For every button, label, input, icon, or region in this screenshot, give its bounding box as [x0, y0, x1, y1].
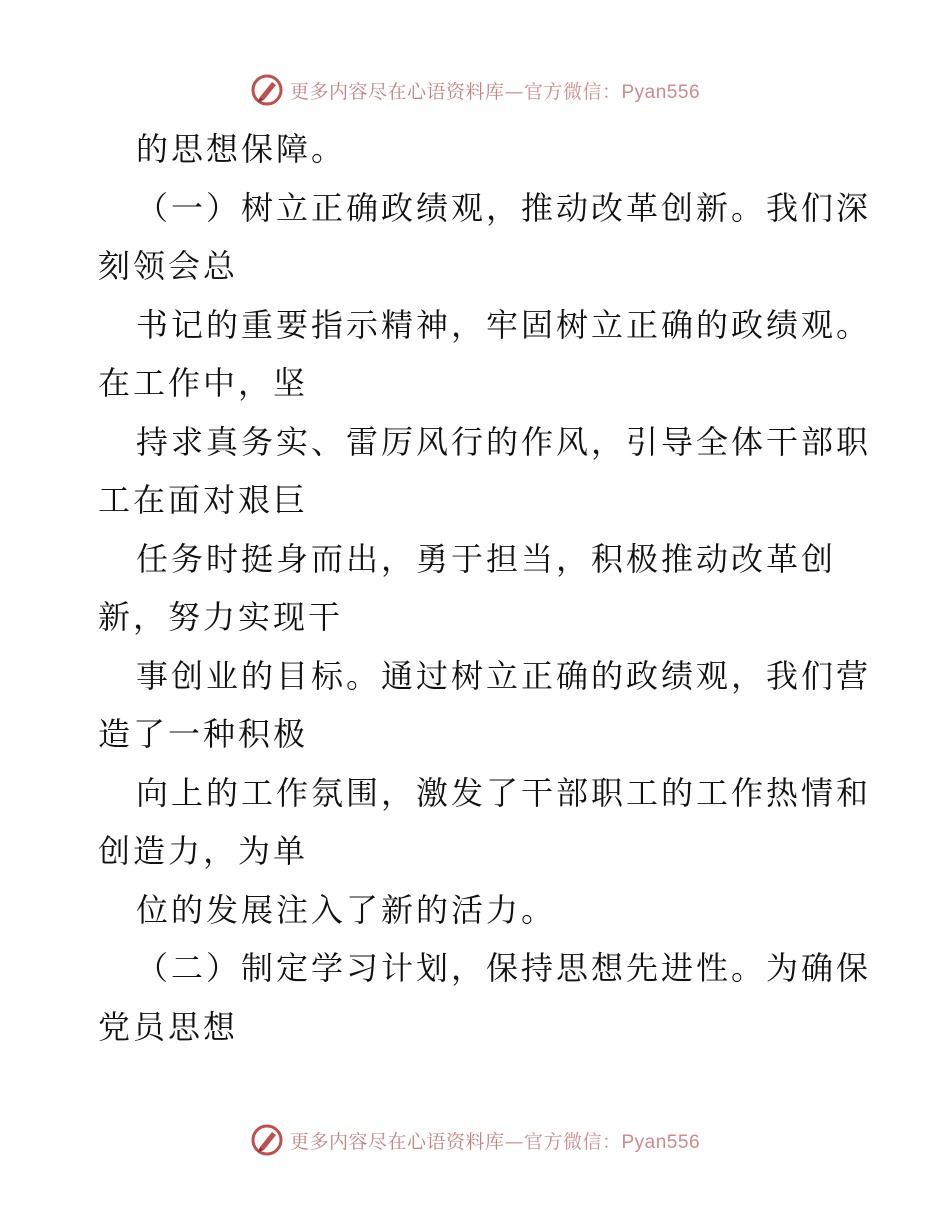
document-line: 位的发展注入了新的活力。 [136, 890, 557, 929]
footer-watermark [0, 1120, 950, 1160]
document-line: 造了一种积极 [98, 715, 309, 753]
document-line: 刻领会总 [98, 247, 239, 285]
watermark-text [290, 1127, 700, 1154]
document-line: （二）制定学习计划，保持思想先进性。为确保 [136, 949, 872, 987]
watermark-wechat-id: Pyan556 [621, 81, 701, 103]
document-line: 党员思想 [98, 1007, 239, 1046]
document-line: 新，努力实现干 [98, 598, 344, 636]
document-line: 工在面对艰巨 [98, 481, 309, 519]
document-line: 向上的工作氛围，激发了干部职工的工作热情和 [136, 773, 872, 812]
document-line: 的思想保障。 [136, 130, 347, 168]
document-line: 创造力，为单 [98, 832, 309, 870]
watermark-contact: 官方微信： [523, 1130, 622, 1153]
watermark-separator: — [504, 1130, 524, 1153]
watermark-contact: 官方微信： [523, 80, 622, 103]
watermark-brand: 更多内容尽在心语资料库 [289, 80, 505, 103]
watermark-brand: 更多内容尽在心语资料库 [289, 1130, 505, 1153]
watermark-separator: — [504, 80, 524, 103]
document-line: 在工作中，坚 [98, 364, 309, 402]
document-line: 任务时挺身而出，勇于担当，积极推动改革创 [136, 539, 837, 578]
watermark-wechat-id: Pyan556 [621, 1131, 701, 1153]
pen-logo-icon [250, 1123, 284, 1157]
document-line: 持求真务实、雷厉风行的作风，引导全体干部职 [136, 422, 872, 461]
document-body [98, 120, 872, 1056]
document-line: （一）树立正确政绩观，推动改革创新。我们深 [136, 188, 872, 227]
watermark-text [290, 77, 700, 104]
pen-logo-icon [250, 73, 284, 107]
document-line: 事创业的目标。通过树立正确的政绩观，我们营 [136, 656, 872, 695]
header-watermark [0, 70, 950, 110]
document-line: 书记的重要指示精神，牢固树立正确的政绩观。 [136, 305, 872, 344]
